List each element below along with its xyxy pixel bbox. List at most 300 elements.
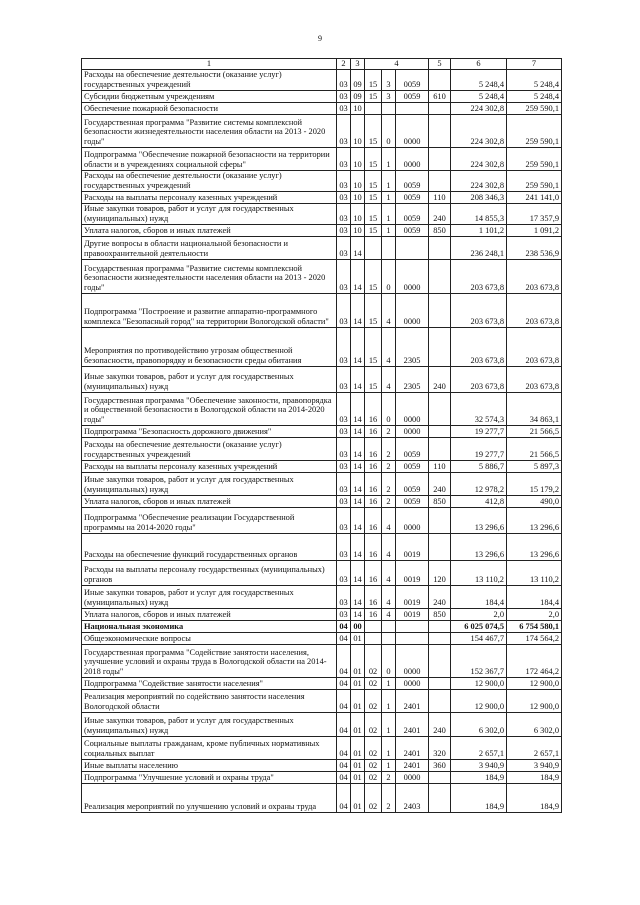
amount-col6: 203 673,8 [451,327,507,366]
subprogram-code [382,632,396,644]
amount-col6: 203 673,8 [451,366,507,392]
subsection-code: 14 [351,392,365,425]
amount-col6: 5 248,4 [451,69,507,90]
program-code: 16 [365,460,382,472]
direction-code: 0019 [396,533,429,560]
amount-col6: 2,0 [451,608,507,620]
row-name: Иные выплаты населению [82,759,337,771]
row-name: Иные закупки товаров, работ и услуг для государственных (муниципальных) нужд [82,472,337,495]
subsection-code: 14 [351,507,365,533]
expense-type-code [429,533,451,560]
expense-type-code: 850 [429,608,451,620]
amount-col6: 412,8 [451,495,507,507]
row-name: Реализация мероприятий по содействию занятости населения Вологодской области [82,689,337,712]
expense-type-code [429,644,451,677]
section-code: 03 [337,533,351,560]
amount-col7: 5 248,4 [507,69,562,90]
expense-type-code [429,69,451,90]
direction-code: 0059 [396,224,429,236]
row-name: Подпрограмма "Содействие занятости населения" [82,677,337,689]
subsection-code: 09 [351,90,365,102]
section-code: 03 [337,472,351,495]
amount-col7: 6 754 580,1 [507,620,562,632]
subsection-code: 09 [351,69,365,90]
program-code: 02 [365,736,382,759]
header-cell: 2 [337,59,351,70]
row-name: Реализация мероприятий по улучшению условий и охраны труда [82,783,337,812]
table-row [82,236,562,259]
subprogram-code: 2 [382,783,396,812]
program-code: 02 [365,783,382,812]
expense-type-code: 240 [429,203,451,224]
section-code: 03 [337,327,351,366]
subprogram-code: 4 [382,366,396,392]
expense-type-code [429,620,451,632]
subprogram-code: 2 [382,460,396,472]
table-row [82,147,562,170]
expense-type-code: 850 [429,495,451,507]
expense-type-code [429,689,451,712]
subprogram-code: 2 [382,495,396,507]
direction-code: 0000 [396,293,429,327]
expense-type-code: 610 [429,90,451,102]
amount-col7: 203 673,8 [507,293,562,327]
subprogram-code: 2 [382,472,396,495]
subprogram-code: 0 [382,644,396,677]
table-row [82,191,562,203]
section-code: 03 [337,259,351,293]
program-code: 15 [365,224,382,236]
subsection-code: 10 [351,147,365,170]
program-code: 16 [365,507,382,533]
table-row [82,69,562,90]
expense-type-code [429,632,451,644]
direction-code: 0000 [396,392,429,425]
program-code: 02 [365,689,382,712]
direction-code: 2305 [396,366,429,392]
amount-col6: 184,9 [451,783,507,812]
subprogram-code: 0 [382,259,396,293]
expense-type-code [429,102,451,114]
table-row [82,170,562,191]
table-row [82,203,562,224]
program-code [365,236,382,259]
row-name: Государственная программа "Развитие системы комплексной безопасности жизнедеятельности населения области на 2013 - 2020 годы" [82,114,337,147]
subsection-code: 14 [351,460,365,472]
amount-col7: 2 657,1 [507,736,562,759]
row-name: Иные закупки товаров, работ и услуг для государственных (муниципальных) нужд [82,712,337,736]
amount-col6: 236 248,1 [451,236,507,259]
direction-code: 2305 [396,327,429,366]
expense-type-code: 110 [429,191,451,203]
budget-table [81,58,562,813]
program-code: 16 [365,495,382,507]
amount-col7: 1 091,2 [507,224,562,236]
amount-col6: 184,4 [451,585,507,608]
direction-code: 2401 [396,759,429,771]
program-code: 15 [365,90,382,102]
program-code: 15 [365,366,382,392]
subsection-code: 01 [351,759,365,771]
direction-code: 0000 [396,507,429,533]
amount-col7: 2,0 [507,608,562,620]
subsection-code: 01 [351,677,365,689]
table-row [82,259,562,293]
program-code: 02 [365,759,382,771]
section-code: 04 [337,677,351,689]
direction-code: 0000 [396,677,429,689]
subsection-code: 14 [351,293,365,327]
amount-col6: 5 248,4 [451,90,507,102]
subsection-code: 14 [351,533,365,560]
amount-col6: 19 277,7 [451,437,507,460]
amount-col7: 5 897,3 [507,460,562,472]
expense-type-code [429,771,451,783]
expense-type-code: 110 [429,460,451,472]
section-code: 03 [337,147,351,170]
direction-code: 0019 [396,560,429,585]
subprogram-code: 2 [382,771,396,783]
subsection-code: 01 [351,783,365,812]
subsection-code: 14 [351,327,365,366]
amount-col6: 203 673,8 [451,293,507,327]
program-code: 16 [365,425,382,437]
subprogram-code: 4 [382,585,396,608]
subsection-code: 00 [351,620,365,632]
subprogram-code: 1 [382,191,396,203]
header-cell: 3 [351,59,365,70]
amount-col6: 13 296,6 [451,533,507,560]
amount-col6: 152 367,7 [451,644,507,677]
subsection-code: 14 [351,585,365,608]
amount-col6: 12 900,0 [451,677,507,689]
subprogram-code: 4 [382,327,396,366]
amount-col6: 12 978,2 [451,472,507,495]
table-row [82,472,562,495]
subprogram-code: 2 [382,425,396,437]
direction-code: 0000 [396,259,429,293]
expense-type-code [429,392,451,425]
direction-code [396,236,429,259]
program-code: 15 [365,170,382,191]
subprogram-code: 1 [382,736,396,759]
section-code: 04 [337,620,351,632]
subsection-code: 14 [351,366,365,392]
section-code: 03 [337,608,351,620]
row-name: Уплата налогов, сборов и иных платежей [82,495,337,507]
program-code: 16 [365,392,382,425]
table-row [82,114,562,147]
program-code: 16 [365,533,382,560]
amount-col7: 259 590,1 [507,170,562,191]
table-row [82,783,562,812]
amount-col6: 203 673,8 [451,259,507,293]
subsection-code: 10 [351,224,365,236]
amount-col7: 12 900,0 [507,689,562,712]
subprogram-code: 1 [382,170,396,191]
program-code [365,620,382,632]
row-name: Государственная программа "Развитие системы комплексной безопасности жизнедеятельности населения области на 2013 - 2020 годы" [82,259,337,293]
amount-col7: 21 566,5 [507,437,562,460]
expense-type-code: 240 [429,472,451,495]
table-row [82,560,562,585]
section-code: 03 [337,560,351,585]
program-code [365,632,382,644]
subprogram-code: 1 [382,147,396,170]
table-row [82,293,562,327]
amount-col6: 184,9 [451,771,507,783]
amount-col6: 13 296,6 [451,507,507,533]
table-row [82,677,562,689]
direction-code: 0000 [396,425,429,437]
row-name: Иные закупки товаров, работ и услуг для государственных (муниципальных) нужд [82,585,337,608]
direction-code: 0059 [396,191,429,203]
amount-col7: 238 536,9 [507,236,562,259]
subsection-code: 10 [351,114,365,147]
expense-type-code [429,425,451,437]
expense-type-code [429,259,451,293]
table-row [82,327,562,366]
direction-code: 0059 [396,69,429,90]
subprogram-code [382,102,396,114]
expense-type-code [429,677,451,689]
section-code: 04 [337,771,351,783]
amount-col7: 6 302,0 [507,712,562,736]
row-name: Расходы на выплаты персоналу государственных (муниципальных) органов [82,560,337,585]
section-code: 03 [337,114,351,147]
page-number: 9 [318,34,322,43]
expense-type-code [429,437,451,460]
expense-type-code [429,114,451,147]
program-code: 15 [365,327,382,366]
expense-type-code [429,236,451,259]
direction-code: 0000 [396,771,429,783]
section-code: 04 [337,759,351,771]
subsection-code: 14 [351,259,365,293]
direction-code [396,102,429,114]
amount-col7: 34 863,1 [507,392,562,425]
row-name: Мероприятия по противодействию угрозам общественной безопасности, правопорядку и безопасности среды обитания [82,327,337,366]
table-row [82,771,562,783]
amount-col6: 5 886,7 [451,460,507,472]
table-row [82,712,562,736]
section-code: 03 [337,293,351,327]
subsection-code: 10 [351,170,365,191]
row-name: Социальные выплаты гражданам, кроме публичных нормативных социальных выплат [82,736,337,759]
table-row [82,759,562,771]
amount-col7: 241 141,0 [507,191,562,203]
subsection-code: 10 [351,203,365,224]
direction-code: 0019 [396,608,429,620]
direction-code: 0059 [396,472,429,495]
row-name: Расходы на обеспечение деятельности (оказание услуг) государственных учреждений [82,69,337,90]
subsection-code: 01 [351,771,365,783]
amount-col6: 6 302,0 [451,712,507,736]
program-code: 02 [365,771,382,783]
direction-code [396,620,429,632]
direction-code: 2401 [396,736,429,759]
header-cell: 6 [451,59,507,70]
subprogram-code: 1 [382,712,396,736]
direction-code: 0000 [396,147,429,170]
row-name: Подпрограмма "Безопасность дорожного движения" [82,425,337,437]
program-code: 15 [365,191,382,203]
section-code: 03 [337,224,351,236]
expense-type-code: 360 [429,759,451,771]
expense-type-code: 320 [429,736,451,759]
section-code: 03 [337,236,351,259]
expense-type-code [429,783,451,812]
table-row [82,102,562,114]
subprogram-code: 4 [382,533,396,560]
subprogram-code: 4 [382,608,396,620]
direction-code: 0059 [396,460,429,472]
table-row [82,460,562,472]
amount-col7: 172 464,2 [507,644,562,677]
amount-col7: 259 590,1 [507,147,562,170]
subprogram-code: 3 [382,90,396,102]
program-code: 16 [365,608,382,620]
table-row [82,495,562,507]
program-code: 15 [365,259,382,293]
direction-code [396,632,429,644]
amount-col6: 13 110,2 [451,560,507,585]
program-code: 02 [365,712,382,736]
amount-col6: 3 940,9 [451,759,507,771]
row-name: Расходы на выплаты персоналу казенных учреждений [82,191,337,203]
program-code: 16 [365,560,382,585]
subsection-code: 01 [351,736,365,759]
expense-type-code [429,327,451,366]
table-row [82,224,562,236]
header-cell: 1 [82,59,337,70]
subprogram-code: 4 [382,560,396,585]
section-code: 03 [337,585,351,608]
subprogram-code: 1 [382,677,396,689]
amount-col7: 203 673,8 [507,327,562,366]
table-row [82,620,562,632]
amount-col7: 174 564,2 [507,632,562,644]
direction-code: 0059 [396,90,429,102]
program-code: 15 [365,69,382,90]
table-row [82,507,562,533]
section-code: 04 [337,783,351,812]
amount-col7: 13 110,2 [507,560,562,585]
program-code: 15 [365,293,382,327]
header-cell: 7 [507,59,562,70]
direction-code: 0000 [396,644,429,677]
subsection-code: 10 [351,102,365,114]
row-name: Расходы на выплаты персоналу казенных учреждений [82,460,337,472]
direction-code: 0000 [396,114,429,147]
amount-col7: 3 940,9 [507,759,562,771]
section-code: 03 [337,90,351,102]
row-name: Государственная программа "Содействие занятости населения, улучшение условий и охраны труда в Вологодской области на 2014-2018 годы" [82,644,337,677]
subprogram-code: 1 [382,689,396,712]
table-row [82,608,562,620]
subprogram-code: 1 [382,203,396,224]
subsection-code: 10 [351,191,365,203]
table-row [82,689,562,712]
subprogram-code: 1 [382,759,396,771]
section-code: 04 [337,644,351,677]
program-code: 15 [365,203,382,224]
subsection-code: 14 [351,472,365,495]
row-name: Обеспечение пожарной безопасности [82,102,337,114]
table-row [82,90,562,102]
expense-type-code: 850 [429,224,451,236]
subprogram-code: 0 [382,114,396,147]
subsection-code: 14 [351,437,365,460]
row-name: Субсидии бюджетным учреждениям [82,90,337,102]
subprogram-code [382,236,396,259]
table-row [82,437,562,460]
amount-col7: 259 590,1 [507,114,562,147]
row-name: Подпрограмма "Обеспечение реализации Государственной программы на 2014-2020 годы" [82,507,337,533]
subsection-code: 14 [351,608,365,620]
amount-col6: 208 346,3 [451,191,507,203]
expense-type-code: 240 [429,585,451,608]
row-name: Национальная экономика [82,620,337,632]
subsection-code: 14 [351,495,365,507]
table-row [82,366,562,392]
header-cell: 5 [429,59,451,70]
section-code: 04 [337,712,351,736]
expense-type-code: 240 [429,366,451,392]
subprogram-code [382,620,396,632]
amount-col7: 184,9 [507,771,562,783]
amount-col6: 224 302,8 [451,147,507,170]
table-row [82,425,562,437]
amount-col7: 5 248,4 [507,90,562,102]
direction-code: 0019 [396,585,429,608]
program-code: 02 [365,677,382,689]
section-code: 03 [337,437,351,460]
table-row [82,585,562,608]
amount-col6: 224 302,8 [451,114,507,147]
subsection-code: 14 [351,236,365,259]
subprogram-code: 3 [382,69,396,90]
row-name: Уплата налогов, сборов и иных платежей [82,608,337,620]
section-code: 03 [337,170,351,191]
row-name: Подпрограмма "Обеспечение пожарной безопасности на территории области и в учреждениях социальной сферы" [82,147,337,170]
section-code: 03 [337,191,351,203]
subsection-code: 01 [351,712,365,736]
table-row [82,392,562,425]
row-name: Общеэкономические вопросы [82,632,337,644]
direction-code: 2401 [396,712,429,736]
amount-col6: 224 302,8 [451,170,507,191]
subprogram-code: 0 [382,392,396,425]
direction-code: 2403 [396,783,429,812]
expense-type-code [429,293,451,327]
program-code [365,102,382,114]
amount-col6: 224 302,8 [451,102,507,114]
subsection-code: 01 [351,632,365,644]
header-row [82,59,562,70]
program-code: 15 [365,114,382,147]
section-code: 03 [337,203,351,224]
row-name: Расходы на обеспечение деятельности (оказание услуг) государственных учреждений [82,170,337,191]
amount-col6: 14 855,3 [451,203,507,224]
subsection-code: 14 [351,560,365,585]
amount-col6: 12 900,0 [451,689,507,712]
amount-col7: 203 673,8 [507,366,562,392]
direction-code: 0059 [396,170,429,191]
program-code: 16 [365,585,382,608]
amount-col6: 154 467,7 [451,632,507,644]
section-code: 03 [337,102,351,114]
